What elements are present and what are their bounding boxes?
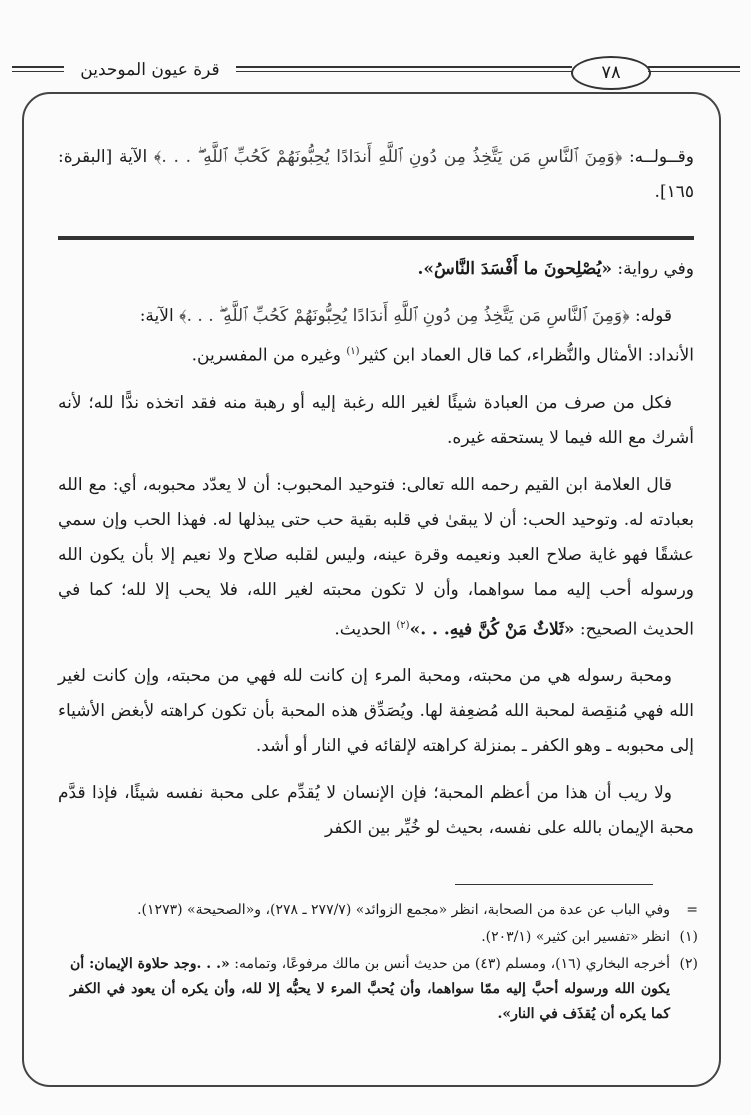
footnotes bbox=[70, 898, 698, 1029]
p1-lead: وفي رواية: bbox=[611, 259, 694, 279]
footnote-text: وفي الباب عن عدة من الصحابة، انظر «مجمع الزوائد» (٢٧٧/٧ ـ ٢٧٨)، و«الصحيحة» (١٢٧٣). bbox=[137, 902, 670, 918]
header-rule-left-thin bbox=[12, 71, 64, 72]
running-title: قرة عيون الموحدين bbox=[80, 60, 220, 80]
header-rule-middle-thin bbox=[236, 71, 572, 72]
paragraph: فكل من صرف من العبادة شيئًا لغير الله رغبة إليه أو رهبة منه فقد اتخذه ندًّا لله؛ لأنه أشرك مع الله فيما لا يستحقه غيره. bbox=[58, 392, 694, 448]
footnote bbox=[70, 898, 698, 923]
footnote-rule bbox=[455, 884, 653, 885]
header-rule-middle bbox=[236, 66, 572, 68]
footnote-ref[interactable]: (١) bbox=[346, 346, 360, 357]
footnote-ref[interactable]: (٢) bbox=[396, 619, 410, 631]
intro-ayah: ﴿وَمِنَ ٱلنَّاسِ مَن يَتَّخِذُ مِن دُونِ ٱللَّهِ أَندَادًا يُحِبُّونَهُمْ كَحُبِّ ٱللَّهِ ۖ . . .﴾ bbox=[153, 147, 623, 167]
footnote-text: انظر «تفسير ابن كثير» (٢٠٣/١). bbox=[481, 929, 670, 945]
p3-a: الأنداد: الأمثال والنُّظراء، كما قال العماد ابن كثير bbox=[359, 345, 694, 366]
paragraph bbox=[58, 252, 694, 287]
paragraph: ومحبة رسوله هي من محبته، ومحبة المرء إن كانت لله فهي من محبته، وإن كانت لغير الله فهي مُنقِصة لمحبة الله مُضعِفة لها. ويُصَدِّق هذه المحبة بأن تكون كراهته لأبغض الأشياء إلى محبوبه ـ وهو الكفر ـ بمنزلة كراهته لإلقائه في النار أو أشد. bbox=[58, 666, 694, 757]
page-number: ٧٨ bbox=[571, 56, 651, 90]
footnote-text-plain: أخرجه البخاري (١٦)، ومسلم (٤٣) من حديث أنس بن مالك مرفوعًا، وتمامه: bbox=[234, 956, 670, 972]
footnote-text bbox=[70, 952, 670, 1027]
intro-lead: وقــولــه: bbox=[622, 147, 695, 167]
p5-b: الحديث. bbox=[334, 619, 397, 640]
footnote-mark: (٢) bbox=[679, 956, 698, 972]
footnote bbox=[70, 925, 698, 950]
p2-lead: قوله: bbox=[629, 306, 672, 326]
section-separator bbox=[58, 236, 694, 240]
footnote-mark: = bbox=[686, 902, 698, 918]
p2-tail: الآية: bbox=[139, 306, 180, 326]
p3-b: وغيره من المفسرين. bbox=[191, 345, 347, 366]
footnote-text-bold: «. . .وجد حلاوة الإيمان: أن يكون الله ورسوله أحبَّ إليه ممّا سواهما، وأن يُحبَّ المرء لا يحبُّه إلا لله، وأن يكره أن يعود في الكفر كما يكره أن يُقذَف في النار». bbox=[70, 956, 670, 1022]
header-rule-left bbox=[12, 66, 64, 68]
header-rule-right bbox=[648, 66, 740, 68]
header-rule-right-thin bbox=[648, 71, 740, 72]
paragraph bbox=[58, 468, 694, 648]
paragraph: ولا ريب أن هذا من أعظم المحبة؛ فإن الإنسان لا يُقدِّم على محبة نفسه شيئًا، فإذا قدَّم محبة الإيمان بالله على نفسه، بحيث لو خُيِّر بين الكفر bbox=[58, 783, 694, 839]
p5-bold: «ثَلاثٌ مَنْ كُنَّ فيهِ. . .» bbox=[409, 619, 575, 640]
footnote bbox=[70, 952, 698, 1027]
body-text bbox=[58, 252, 694, 858]
intro-ref: الآية [البقرة: ١٦٥]. bbox=[58, 147, 694, 202]
paragraph bbox=[58, 334, 694, 374]
paragraph bbox=[58, 299, 694, 334]
intro-block bbox=[58, 140, 694, 210]
footnote-mark: (١) bbox=[679, 929, 698, 945]
p2-ayah: ﴿وَمِنَ ٱلنَّاسِ مَن يَتَّخِذُ مِن دُونِ ٱللَّهِ أَندَادًا يُحِبُّونَهُمْ كَحُبِّ ٱللَّهِ ۖ . . .﴾ bbox=[179, 306, 630, 326]
p1-bold: «يُصْلِحونَ ما أَفْسَدَ النَّاسُ». bbox=[417, 259, 612, 279]
p5-a: قال العلامة ابن القيم رحمه الله تعالى: فتوحيد المحبوب: أن لا يعدّد محبوبه، أي: مع الله بعبادته له. وتوحيد الحب: أن لا يبقىٰ في قلبه بقية حب حتى يبذلها له. فهذا الحب وإن سمي عشقًا فهو غاية صلاح العبد ونعيمه وقرة عينه، وليس لقلبه صلاح ولا نعيم إلا بأن يكون الله ورسوله أحب إليه مما سواهما، وأن لا تكون محبته لغير الله، فلا يحب إلا لله؛ كما في الحديث الصحيح: bbox=[58, 474, 694, 640]
